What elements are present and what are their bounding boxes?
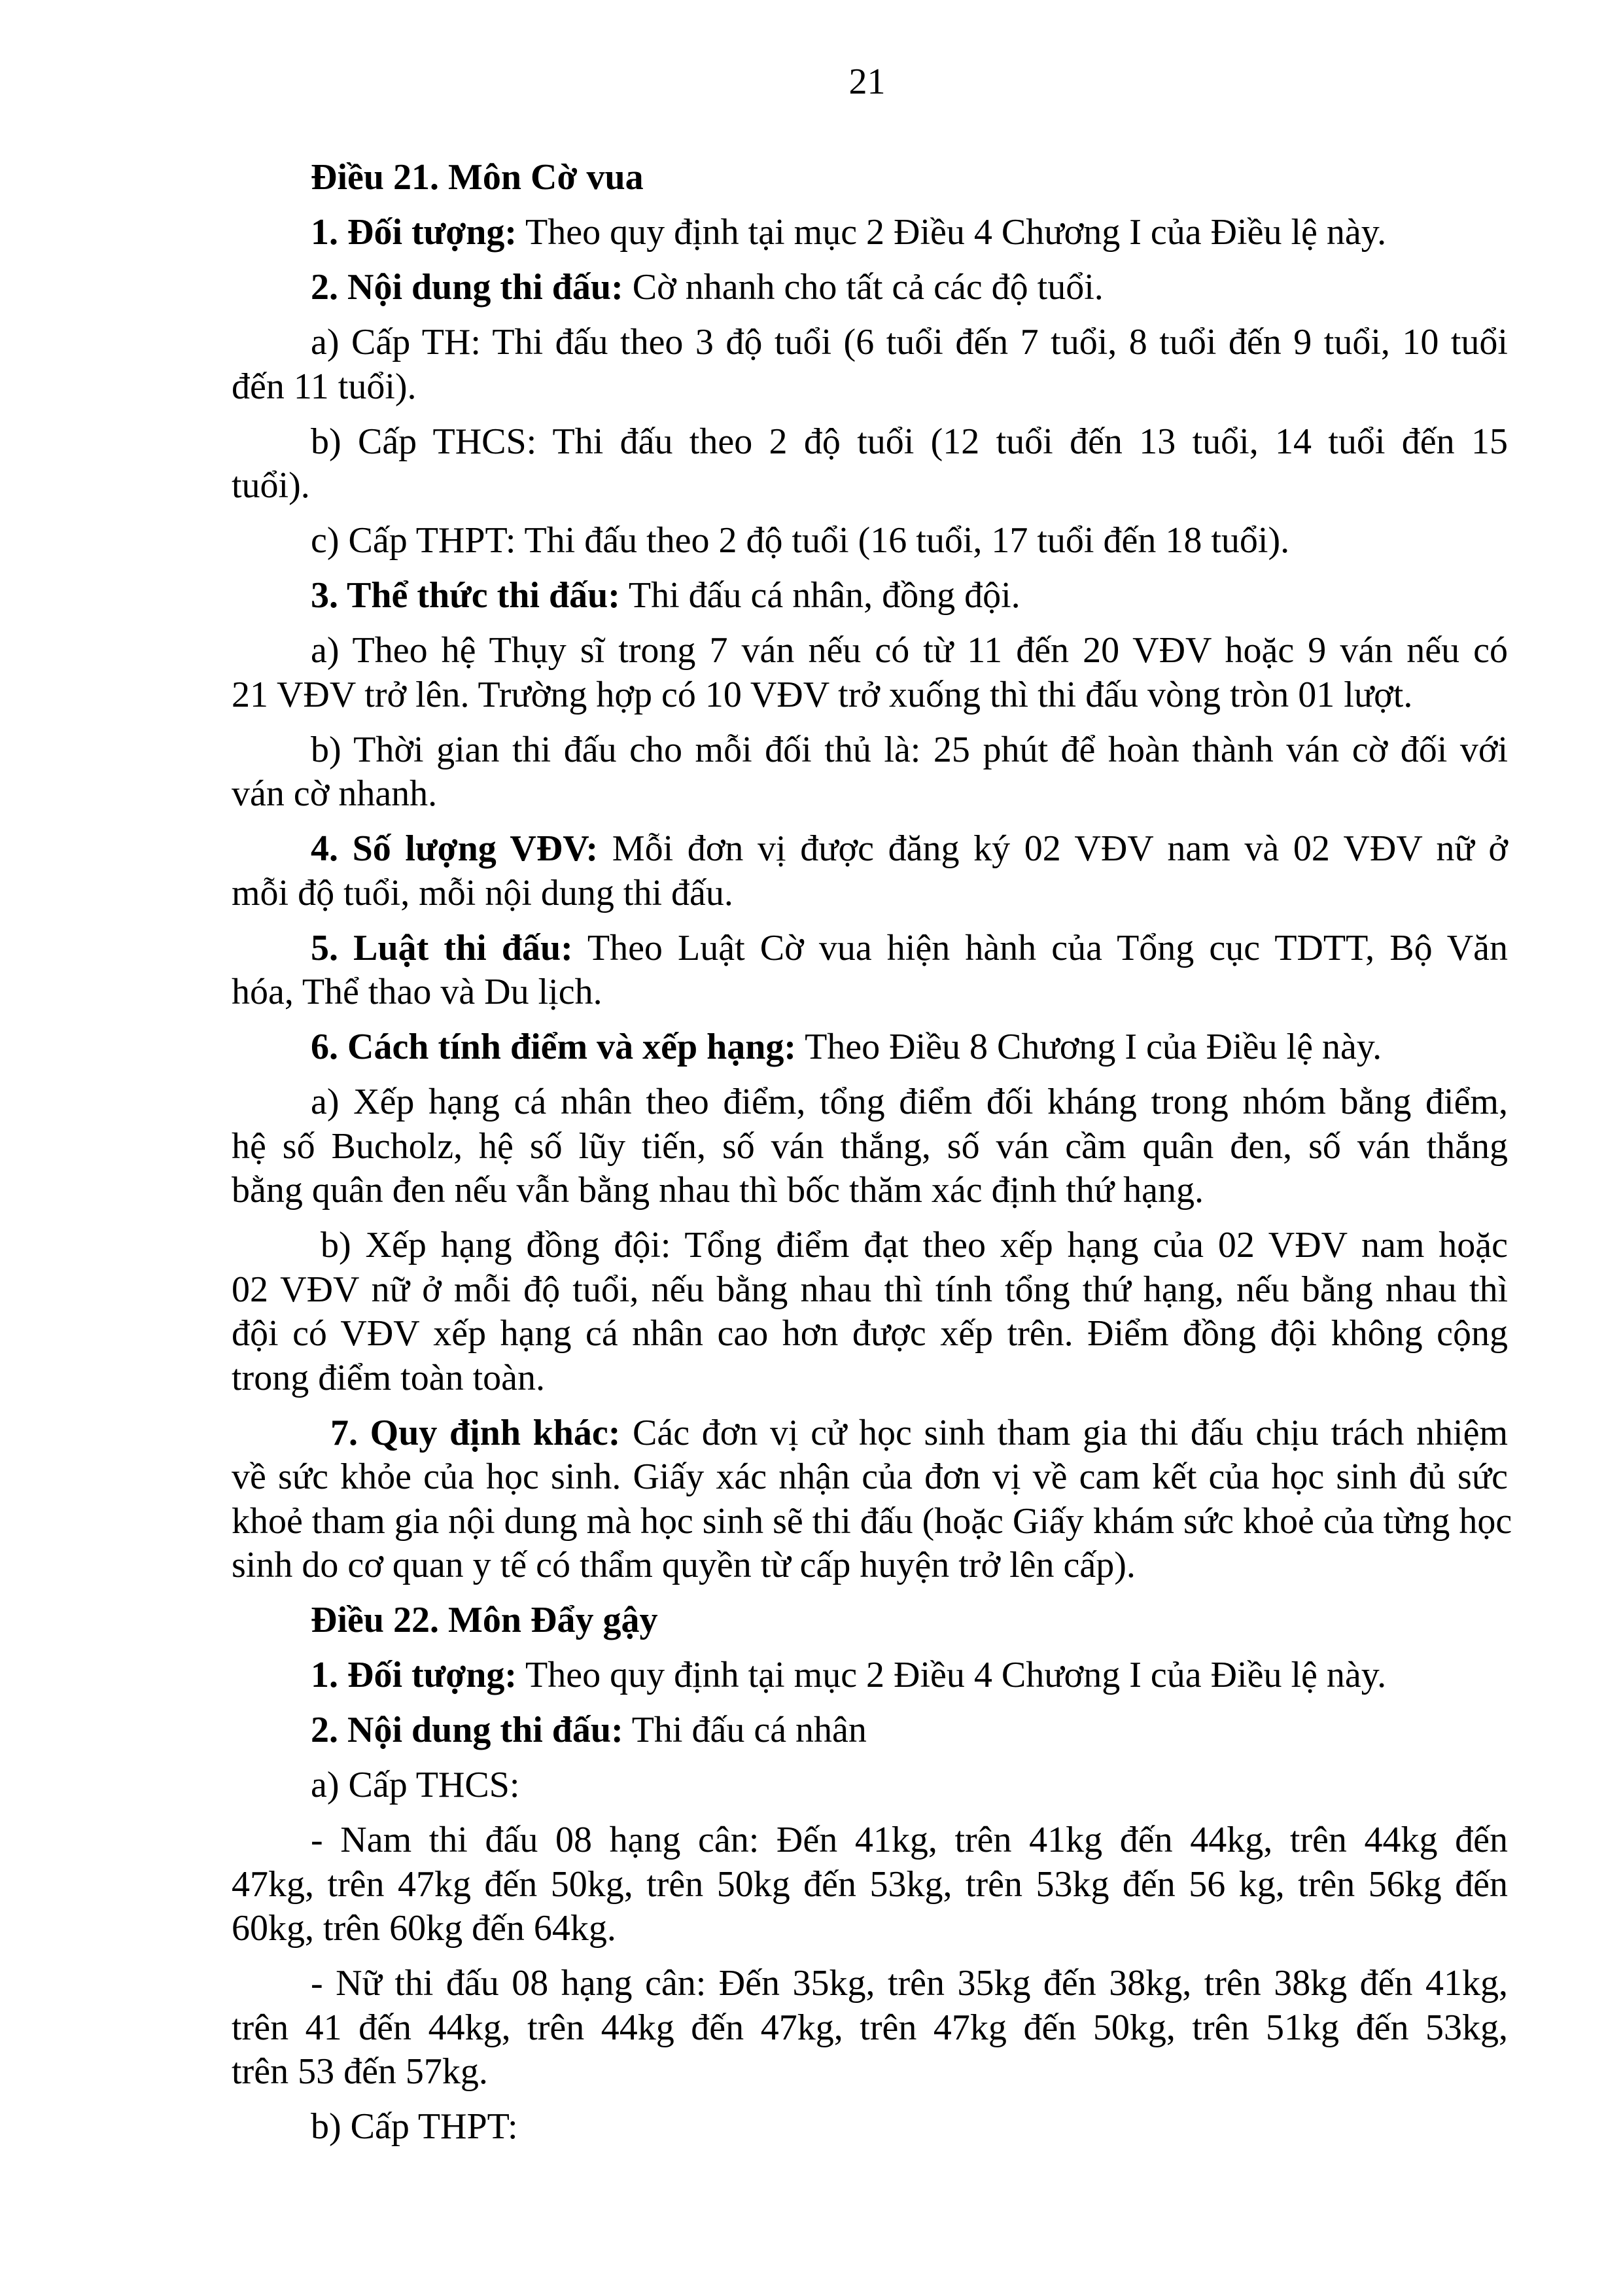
text-line: a) Xếp hạng cá nhân theo điểm, tổng điểm đối kháng trong nhóm bằng điểm, [311, 1082, 1508, 1122]
section-line [232, 1653, 1508, 1698]
section-line [232, 1411, 1508, 1456]
article-21-section-4 [232, 827, 1508, 915]
article-22-section-2a [232, 1763, 1508, 1808]
text-line: hệ số Bucholz, hệ số lũy tiến, số ván thắng, số ván cầm quân đen, số ván thắng [232, 1125, 1508, 1167]
text-line: a) Cấp TH: Thi đấu theo 3 độ tuổi (6 tuổi đến 7 tuổi, 8 tuổi đến 9 tuổi, 10 tuổi [311, 322, 1508, 362]
article-21-section-6 [232, 1025, 1508, 1070]
section-text: Mỗi đơn vị được đăng ký 02 VĐV nam và 02 VĐV nữ ở [598, 828, 1508, 869]
text-line: - Nam thi đấu 08 hạng cân: Đến 41kg, trên 41kg đến 44kg, trên 44kg đến [311, 1820, 1508, 1860]
article-21-section-1 [232, 211, 1508, 255]
text-line: đội có VĐV xếp hạng cá nhân cao hơn được xếp trên. Điểm đồng đội không cộng [232, 1313, 1508, 1354]
page-number: 21 [848, 62, 886, 102]
section-line [232, 266, 1508, 310]
section-line [232, 927, 1508, 971]
article-22-heading [232, 1598, 1508, 1643]
document-body [232, 156, 1512, 2160]
text-line: sinh do cơ quan y tế có thẩm quyền từ cấp huyện trở lên cấp). [232, 1545, 1136, 1585]
article-21-section-6a [232, 1080, 1508, 1213]
text-line: về sức khỏe của học sinh. Giấy xác nhận của đơn vị về cam kết của học sinh đủ sức [232, 1457, 1508, 1497]
text-line: ván cờ nhanh. [232, 773, 438, 814]
article-21-section-2c [232, 519, 1508, 563]
article-title: Điều 21. Môn Cờ vua [311, 157, 644, 198]
text-line: c) Cấp THPT: Thi đấu theo 2 độ tuổi (16 tuổi, 17 tuổi đến 18 tuổi). [311, 520, 1290, 561]
article-21-section-5 [232, 927, 1508, 1015]
article-21-section-2 [232, 266, 1508, 310]
article-21-section-3b [232, 728, 1508, 817]
article-21-section-2a [232, 321, 1508, 409]
section-label: 2. Nội dung thi đấu: [311, 267, 623, 308]
section-line [232, 1708, 1508, 1753]
text-line: - Nữ thi đấu 08 hạng cân: Đến 35kg, trên 35kg đến 38kg, trên 38kg đến 41kg, [311, 1963, 1508, 2004]
section-line [232, 827, 1508, 872]
text-line: bằng quân đen nếu vẫn bằng nhau thì bốc thăm xác định thứ hạng. [232, 1170, 1204, 1210]
article-22-men-weight-classes [232, 1818, 1508, 1951]
text-line: hóa, Thể thao và Du lịch. [232, 972, 602, 1012]
section-text: Các đơn vị cử học sinh tham gia thi đấu chịu trách nhiệm [620, 1412, 1508, 1453]
article-title: Điều 22. Môn Đẩy gậy [311, 1600, 658, 1640]
text-line: trong điểm toàn toàn. [232, 1357, 546, 1398]
section-line [232, 211, 1508, 255]
article-21-section-6b [232, 1224, 1508, 1400]
text-line: mỗi độ tuổi, mỗi nội dung thi đấu. [232, 872, 733, 913]
section-text: Theo Luật Cờ vua hiện hành của Tổng cục TDTT, Bộ Văn [572, 927, 1508, 968]
article-22-section-1 [232, 1653, 1508, 1698]
section-label: 5. Luật thi đấu: [311, 927, 573, 968]
text-line: b) Xếp hạng đồng đội: Tổng điểm đạt theo xếp hạng của 02 VĐV nam hoặc [321, 1225, 1508, 1265]
text-line: đến 11 tuổi). [232, 366, 417, 407]
section-text: Cờ nhanh cho tất cả các độ tuổi. [623, 267, 1104, 308]
article-22-section-2b [232, 2105, 1508, 2149]
section-label: 7. Quy định khác: [330, 1412, 621, 1453]
article-21-section-3a [232, 629, 1508, 717]
section-text: Thi đấu cá nhân [623, 1710, 867, 1750]
section-label: 3. Thể thức thi đấu: [311, 575, 620, 616]
article-22-section-2 [232, 1708, 1508, 1753]
section-label: 1. Đối tượng: [311, 212, 517, 253]
text-line: 47kg, trên 47kg đến 50kg, trên 50kg đến 53kg, trên 53kg đến 56 kg, trên 56kg đến [232, 1863, 1508, 1905]
section-line [232, 1025, 1508, 1070]
section-line [232, 574, 1508, 618]
text-line: a) Cấp THCS: [311, 1765, 520, 1805]
section-label: 6. Cách tính điểm và xếp hạng: [311, 1027, 797, 1067]
article-21-section-7 [232, 1411, 1512, 1588]
text-line: 60kg, trên 60kg đến 64kg. [232, 1908, 616, 1949]
text-line: b) Cấp THCS: Thi đấu theo 2 độ tuổi (12 tuổi đến 13 tuổi, 14 tuổi đến 15 [311, 421, 1508, 462]
text-line: b) Cấp THPT: [311, 2106, 518, 2147]
text-line: b) Thời gian thi đấu cho mỗi đối thủ là: 25 phút để hoàn thành ván cờ đối với [311, 729, 1508, 770]
section-label: 4. Số lượng VĐV: [311, 828, 599, 869]
text-line: trên 41 đến 44kg, trên 44kg đến 47kg, trên 47kg đến 50kg, trên 51kg đến 53kg, [232, 2007, 1508, 2048]
text-line: trên 53 đến 57kg. [232, 2051, 488, 2092]
text-line: 02 VĐV nữ ở mỗi độ tuổi, nếu bằng nhau thì tính tổng thứ hạng, nếu bằng nhau thì [232, 1269, 1508, 1310]
article-22-women-weight-classes [232, 1962, 1508, 2094]
article-21-heading [232, 156, 1508, 200]
section-text: Theo quy định tại mục 2 Điều 4 Chương I của Điều lệ này. [517, 212, 1387, 253]
section-label: 1. Đối tượng: [311, 1655, 517, 1695]
article-21-section-2b [232, 420, 1508, 508]
article-21-section-3 [232, 574, 1508, 618]
section-label: 2. Nội dung thi đấu: [311, 1710, 623, 1750]
text-line: 21 VĐV trở lên. Trường hợp có 10 VĐV trở xuống thì thi đấu vòng tròn 01 lượt. [232, 674, 1413, 715]
text-line: a) Theo hệ Thụy sĩ trong 7 ván nếu có từ 11 đến 20 VĐV hoặc 9 ván nếu có [311, 630, 1508, 671]
text-line: khoẻ tham gia nội dung mà học sinh sẽ thi đấu (hoặc Giấy khám sức khoẻ của từng học [232, 1500, 1512, 1542]
text-line: tuổi). [232, 465, 310, 506]
section-text: Thi đấu cá nhân, đồng đội. [620, 575, 1021, 616]
section-text: Theo Điều 8 Chương I của Điều lệ này. [796, 1027, 1382, 1067]
section-text: Theo quy định tại mục 2 Điều 4 Chương I của Điều lệ này. [517, 1655, 1387, 1695]
